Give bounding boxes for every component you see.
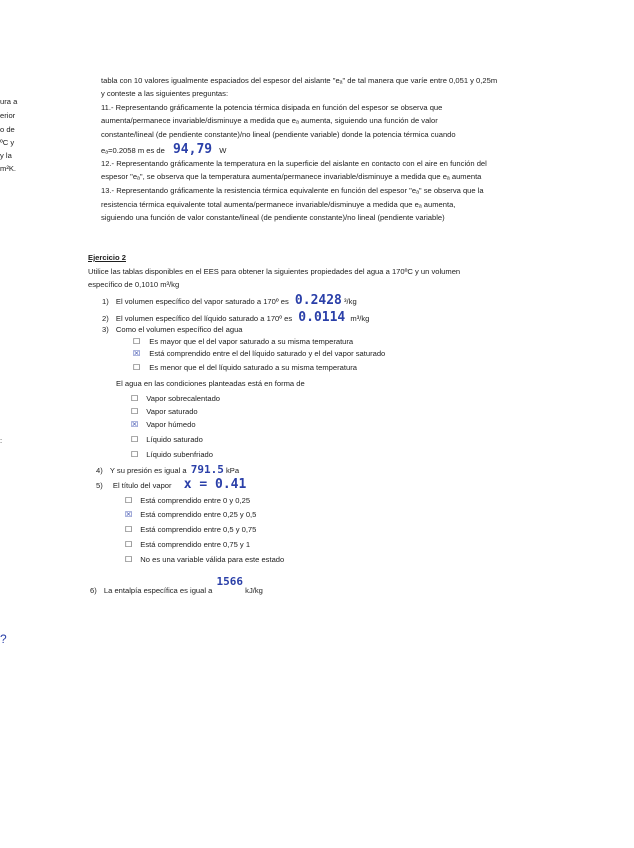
item-number: 1) <box>102 297 109 306</box>
exercise-intro: específico de 0,1010 m³/kg <box>88 280 180 289</box>
checkbox[interactable]: ☐ <box>131 407 139 416</box>
item-text: El volumen específico del líquido saturado a 170º es <box>115 314 293 323</box>
checkbox[interactable]: ☐ <box>133 363 141 372</box>
item-3 <box>102 325 243 334</box>
item-4 <box>96 465 239 475</box>
q13-line: resistencia térmica equivalente total aumenta/permanece invariable/disminuye a medida que eₐ aumenta, <box>101 200 456 209</box>
item-text: La entalpía específica es igual a <box>103 586 213 595</box>
item-text: El título del vapor <box>112 481 172 490</box>
q11-line <box>101 142 227 157</box>
option-row <box>125 525 256 534</box>
state-option <box>131 420 196 429</box>
margin-mark: ? <box>0 632 7 646</box>
item-unit: ³/kg <box>344 297 357 306</box>
item-number: 4) <box>96 466 103 475</box>
q11-line: constante/lineal (de pendiente constante)/no lineal (pendiente variable) donde la potencia térmica cuando <box>101 130 456 139</box>
state-option <box>131 435 203 444</box>
checkbox[interactable]: ☐ <box>133 337 141 346</box>
option-label: Está comprendido entre el del líquido saturado y el del vapor saturado <box>149 349 386 358</box>
q11-unit: W <box>219 146 227 155</box>
margin-line: ºC y <box>0 138 15 147</box>
state-heading: El agua en las condiciones planteadas está en forma de <box>116 379 305 388</box>
item-text: Como el volumen específico del agua <box>115 325 243 334</box>
checkbox[interactable]: ☐ <box>125 555 133 564</box>
option-row <box>133 337 353 346</box>
state-option <box>131 407 198 416</box>
margin-line: y la <box>0 151 12 160</box>
q11-line: aumenta/permanece invariable/disminuye a medida que eₐ aumenta, siguiendo una función de valor <box>101 116 438 125</box>
exercise-intro: Utilice las tablas disponibles en el EES para obtener la siguientes propiedades del agua a 170ºC y un volumen <box>88 267 461 276</box>
option-label: Está comprendido entre 0 y 0,25 <box>140 496 251 505</box>
item-number: 6) <box>90 586 97 595</box>
option-label: Líquido saturado <box>146 435 203 444</box>
intro-line: y conteste a las siguientes preguntas: <box>101 89 229 98</box>
option-label: Está comprendido entre 0,75 y 1 <box>140 540 251 549</box>
item-1-answer: 0.2428 <box>294 293 342 308</box>
option-row <box>133 349 385 358</box>
item-unit: kPa <box>225 466 240 475</box>
item-4-answer: 791.5 <box>190 463 224 476</box>
option-label: Vapor sobrecalentado <box>146 394 221 403</box>
margin-line: erior <box>0 111 16 120</box>
item-5-answer: x = 0.41 <box>183 477 247 492</box>
option-row <box>125 510 256 519</box>
q13-line: siguiendo una función de valor constante/lineal (de pendiente constante)/no lineal (pendiente variable) <box>101 213 445 222</box>
exercise-title: Ejercicio 2 <box>88 253 126 262</box>
checkbox[interactable]: ☐ <box>125 540 133 549</box>
option-label: Está comprendido entre 0,5 y 0,75 <box>140 525 257 534</box>
option-row <box>125 555 284 564</box>
option-row <box>125 540 250 549</box>
item-2 <box>102 310 370 325</box>
option-label: Vapor húmedo <box>146 420 196 429</box>
checkbox[interactable]: ☐ <box>131 450 139 459</box>
q13-line: 13.- Representando gráficamente la resistencia térmica equivalente en función del espesor "eₐ" se observa que la <box>101 186 484 195</box>
item-unit: kJ/kg <box>245 586 263 595</box>
checkbox-checked[interactable]: ☒ <box>125 510 133 519</box>
q12-line: espesor "eₐ", se observa que la temperatura aumenta/permanece invariable/disminuye a medida que eₐ aumenta <box>101 172 482 181</box>
item-2-answer: 0.0114 <box>298 310 346 325</box>
option-label: Es menor que el del líquido saturado a su misma temperatura <box>149 363 357 372</box>
checkbox[interactable]: ☐ <box>131 394 139 403</box>
checkbox[interactable]: ☐ <box>125 496 133 505</box>
margin-line: m²K. <box>0 164 17 173</box>
item-6-answer: 1566 <box>216 575 244 588</box>
option-label: Vapor saturado <box>146 407 198 416</box>
item-6 <box>90 575 263 595</box>
item-number: 5) <box>96 481 103 490</box>
margin-mark: : <box>0 436 3 445</box>
checkbox-checked[interactable]: ☒ <box>131 420 139 429</box>
item-5 <box>96 477 247 492</box>
q11-prefix: eₐ=0.2058 m es de <box>101 146 165 155</box>
item-1 <box>102 293 357 308</box>
item-text: El volumen específico del vapor saturado a 170º es <box>115 297 289 306</box>
item-number: 3) <box>102 325 109 334</box>
margin-line: ura a <box>0 97 18 106</box>
checkbox-checked[interactable]: ☒ <box>133 349 141 358</box>
option-label: Líquido subenfriado <box>146 450 214 459</box>
q12-line: 12.- Representando gráficamente la temperatura en la superficie del aislante en contacto con el aire en función del <box>101 159 487 168</box>
option-row <box>133 363 357 372</box>
checkbox[interactable]: ☐ <box>125 525 133 534</box>
item-unit: m³/kg <box>350 314 370 323</box>
state-option <box>131 394 220 403</box>
q11-answer: 94,79 <box>172 142 213 157</box>
margin-line: o de <box>0 125 15 134</box>
intro-line: tabla con 10 valores igualmente espaciados del espesor del aislante "eₐ" de tal manera que varíe entre 0,051 y 0,25m <box>101 76 498 85</box>
option-label: No es una variable válida para este estado <box>140 555 285 564</box>
checkbox[interactable]: ☐ <box>131 435 139 444</box>
state-option <box>131 450 213 459</box>
option-label: Es mayor que el del vapor saturado a su misma temperatura <box>149 337 354 346</box>
q11-line: 11.- Representando gráficamente la potencia térmica disipada en función del espesor se observa que <box>101 103 443 112</box>
option-label: Está comprendido entre 0,25 y 0,5 <box>140 510 257 519</box>
item-number: 2) <box>102 314 109 323</box>
item-text: Y su presión es igual a <box>109 466 187 475</box>
option-row <box>125 496 250 505</box>
